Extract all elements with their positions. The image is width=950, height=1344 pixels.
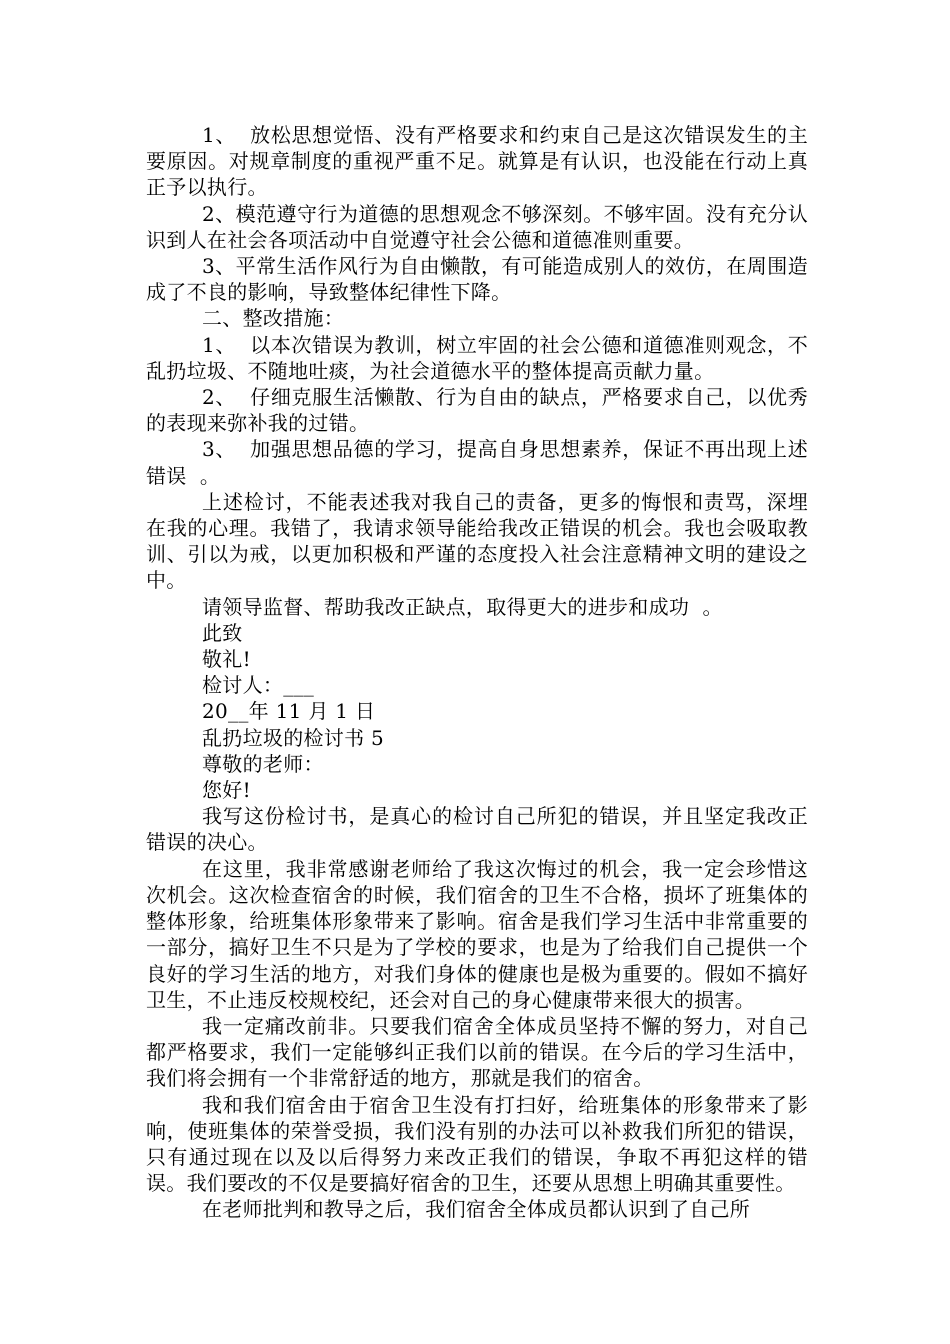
body-paragraph-4: 我和我们宿舍由于宿舍卫生没有打扫好，给班集体的形象带来了影响，使班集体的荣誉受损，我们没有别的办法可以补救我们所犯的错误，只有通过现在以及以后得努力来改正我们的错误，争取不再犯这样的错误。我们要改的不仅是要搞好宿舍的卫生，还要从思想上明确其重要性。 <box>146 1092 808 1196</box>
paragraph-reflection: 上述检讨，不能表述我对我自己的责备，更多的悔恨和责骂，深埋在我的心理。我错了，我请求领导能给我改正错误的机会。我也会吸取教训、引以为戒，以更加积极和严谨的态度投入社会注意精神文明的建设之中。 <box>146 489 808 593</box>
paragraph-cause-1: 1、 放松思想觉悟、没有严格要求和约束自己是这次错误发生的主要原因。对规章制度的重视严重不足。就算是有认识，也没能在行动上真正予以执行。 <box>146 123 808 200</box>
body-paragraph-1: 我写这份检讨书，是真心的检讨自己所犯的错误，并且坚定我改正错误的决心。 <box>146 804 808 855</box>
document-body <box>146 122 808 1223</box>
date-line: 20__年 11 月 1 日 <box>202 699 376 724</box>
closing-respect: 敬礼! <box>202 647 251 672</box>
paragraph-request: 请领导监督、帮助我改正缺点，取得更大的进步和成功 。 <box>202 594 723 619</box>
greeting: 您好! <box>202 778 251 803</box>
signature-line: 检讨人：___ <box>202 673 315 698</box>
paragraph-measure-3: 3、 加强思想品德的学习，提高自身思想素养，保证不再出现上述错误 。 <box>146 437 808 488</box>
closing-salutation: 此致 <box>202 620 243 645</box>
paragraph-measure-2: 2、 仔细克服生活懒散、行为自由的缺点，严格要求自己，以优秀的表现来弥补我的过错。 <box>146 385 808 436</box>
paragraph-cause-3: 3、平常生活作风行为自由懒散，有可能造成别人的效仿，在周围造成了不良的影响，导致整体纪律性下降。 <box>146 254 808 305</box>
addressee: 尊敬的老师： <box>202 751 324 776</box>
paragraph-cause-2: 2、模范遵守行为道德的思想观念不够深刻。不够牢固。没有充分认识到人在社会各项活动中自觉遵守社会公德和道德准则重要。 <box>146 201 808 252</box>
paragraph-measure-1: 1、 以本次错误为教训，树立牢固的社会公德和道德准则观念，不乱扔垃圾、不随地吐痰，为社会道德水平的整体提高贡献力量。 <box>146 332 808 383</box>
body-paragraph-3: 我一定痛改前非。只要我们宿舍全体成员坚持不懈的努力，对自己都严格要求，我们一定能够纠正我们以前的错误。在今后的学习生活中，我们将会拥有一个非常舒适的地方，那就是我们的宿舍。 <box>146 1013 808 1091</box>
section-title: 乱扔垃圾的检讨书 5 <box>202 725 385 750</box>
body-paragraph-5: 在老师批判和教导之后，我们宿舍全体成员都认识到了自己所 <box>202 1197 751 1222</box>
body-paragraph-2: 在这里，我非常感谢老师给了我这次悔过的机会，我一定会珍惜这次机会。这次检查宿舍的时候，我们宿舍的卫生不合格，损坏了班集体的整体形象，给班集体形象带来了影响。宿舍是我们学习生活中非常重要的一部分，搞好卫生不只是为了学校的要求，也是为了给我们自己提供一个良好的学习生活的地方，对我们身体的健康也是极为重要的。假如不搞好卫生，不止违反校规校纪，还会对自己的身心健康带来很大的损害。 <box>146 856 808 1012</box>
section-heading-measures: 二、整改措施： <box>202 306 345 331</box>
